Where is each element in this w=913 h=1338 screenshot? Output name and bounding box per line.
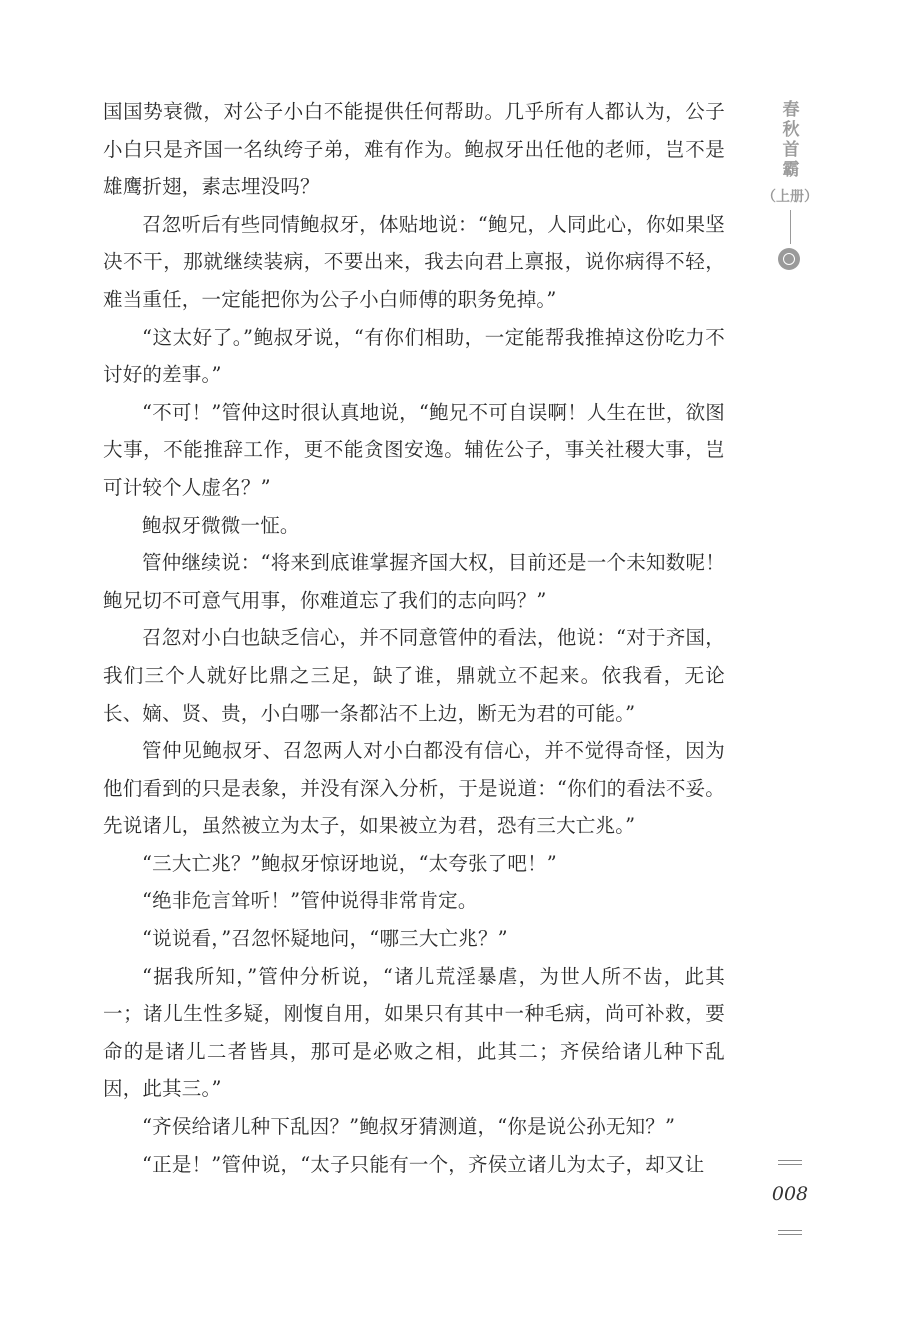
folio-rule-top: [778, 1160, 802, 1166]
book-title-char: 春: [782, 100, 800, 120]
volume-label: （上册）: [762, 189, 818, 205]
paragraph: 管仲见鲍叔牙、召忽两人对小白都没有信心，并不觉得奇怪，因为他们看到的只是表象，并没有深入分析，于是说道：“你们的看法不妥。先说诸儿，虽然被立为太子，如果被立为君，恐有三大亡兆。”: [103, 739, 725, 838]
seal-emblem-icon: [778, 248, 800, 270]
paragraph: “说说看，”召忽怀疑地问，“哪三大亡兆？”: [142, 927, 508, 951]
paragraph: 召忽对小白也缺乏信心，并不同意管仲的看法，他说：“对于齐国，我们三个人就好比鼎之三足，缺了谁，鼎就立不起来。依我看，无论长、嫡、贤、贵，小白哪一条都沾不上边，断无为君的可能。”: [103, 626, 725, 725]
paragraph: “正是！”管仲说，“太子只能有一个，齐侯立诸儿为太子，却又让: [142, 1152, 705, 1176]
book-title-char: 霸: [782, 160, 800, 180]
paragraph: “这太好了。”鲍叔牙说，“有你们相助，一定能帮我推掉这份吃力不讨好的差事。”: [103, 325, 725, 387]
paragraph: “据我所知，”管仲分析说，“诸儿荒淫暴虐，为世人所不齿，此其一；诸儿生性多疑，刚愎自用，如果只有其中一种毛病，尚可补救，要命的是诸儿二者皆具，那可是必败之相，此其二；齐侯给诸儿种下乱因，此其三。”: [103, 964, 725, 1101]
paragraph: 国国势衰微，对公子小白不能提供任何帮助。几乎所有人都认为，公子小白只是齐国一名纨绔子弟，难有作为。鲍叔牙出任他的老师，岂不是雄鹰折翅，素志埋没吗？: [103, 100, 725, 199]
paragraph: “齐侯给诸儿种下乱因？”鲍叔牙猜测道，“你是说公孙无知？”: [142, 1115, 676, 1139]
book-title-vertical: [775, 100, 807, 180]
folio-rule-bottom: [778, 1230, 802, 1236]
body-text: [103, 93, 725, 1183]
paragraph: “绝非危言耸听！”管仲说得非常肯定。: [142, 889, 478, 913]
side-divider: [790, 210, 791, 244]
paragraph: 召忽听后有些同情鲍叔牙，体贴地说：“鲍兄，人同此心，你如果坚决不干，那就继续装病，不要出来，我去向君上禀报，说你病得不轻，难当重任，一定能把你为公子小白师傅的职务免掉。”: [103, 212, 725, 311]
paragraph: “不可！”管仲这时很认真地说，“鲍兄不可自误啊！人生在世，欲图大事，不能推辞工作，更不能贪图安逸。辅佐公子，事关社稷大事，岂可计较个人虚名？”: [103, 400, 725, 499]
paragraph: 管仲继续说：“将来到底谁掌握齐国大权，目前还是一个未知数呢！鲍兄切不可意气用事，你难道忘了我们的志向吗？”: [103, 551, 725, 612]
book-title-char: 首: [782, 140, 800, 160]
paragraph: “三大亡兆？”鲍叔牙惊讶地说，“太夸张了吧！”: [142, 851, 557, 875]
page-number: 008: [771, 1183, 809, 1205]
book-title-char: 秋: [782, 120, 800, 140]
paragraph: 鲍叔牙微微一怔。: [142, 513, 300, 537]
